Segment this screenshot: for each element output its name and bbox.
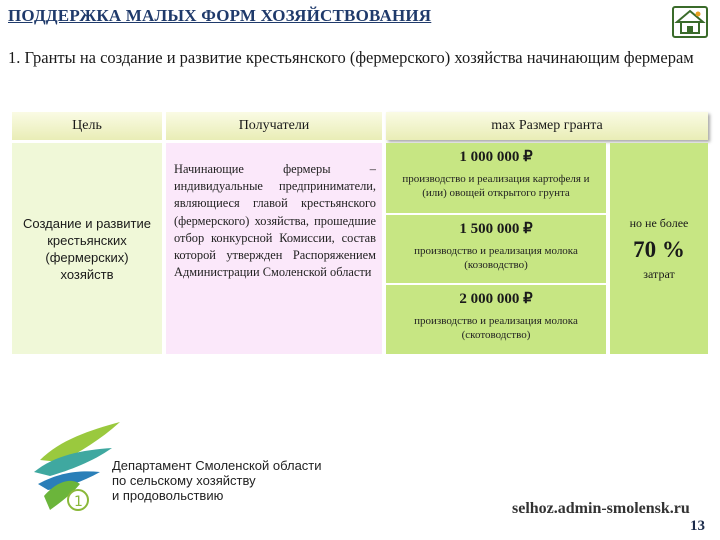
goal-cell — [12, 143, 162, 354]
grant-description: производство и реализация молока (козоводство) — [414, 245, 578, 271]
grant-row-2 — [386, 215, 606, 283]
house-logo-icon — [672, 6, 708, 38]
grant-amount: 1 000 000 ₽ — [459, 149, 533, 165]
column-header-recipients: Получатели — [166, 112, 382, 140]
department-line: по сельскому хозяйству — [112, 473, 256, 488]
page-title: ПОДДЕРЖКА МАЛЫХ ФОРМ ХОЗЯЙСТВОВАНИЯ — [8, 6, 432, 25]
grant-description: производство и реализация молока (скотоводство) — [414, 315, 578, 341]
recipients-cell: Начинающие фермеры – индивидуальные предприниматели, являющиеся главой крестьянского (фермерского) хозяйства, прошедшие отбор конкурсной Комиссии, состав которой утвержден Распоряжением Администрации Смоленской области — [166, 143, 382, 354]
grant-amount: 2 000 000 ₽ — [459, 291, 533, 307]
column-header-goal: Цель — [12, 112, 162, 140]
grant-description: производство и реализация картофеля и (или) овощей открытого грунта — [402, 173, 590, 199]
department-name — [112, 458, 322, 503]
svg-text:1: 1 — [74, 494, 83, 510]
limit-prefix: но не более — [629, 215, 689, 230]
limit-suffix: затрат — [643, 266, 675, 281]
grant-row-3 — [386, 285, 606, 354]
grant-amount: 1 500 000 ₽ — [459, 221, 533, 237]
section-subtitle: 1. Гранты на создание и развитие крестьянского (фермерского) хозяйства начинающим фермерам — [8, 48, 694, 67]
grant-limit-cell — [610, 143, 708, 354]
grant-row-1 — [386, 143, 606, 213]
limit-percent: 70 % — [633, 236, 685, 262]
website-link[interactable]: selhoz.admin-smolensk.ru — [512, 500, 690, 517]
department-line: и продовольствию — [112, 488, 224, 503]
goal-text: Создание и развитие крестьянских (фермерских) хозяйств — [22, 215, 151, 282]
page-number: 13 — [690, 518, 705, 534]
column-header-grant: max Размер гранта — [386, 112, 708, 140]
department-line: Департамент Смоленской области — [112, 458, 322, 473]
